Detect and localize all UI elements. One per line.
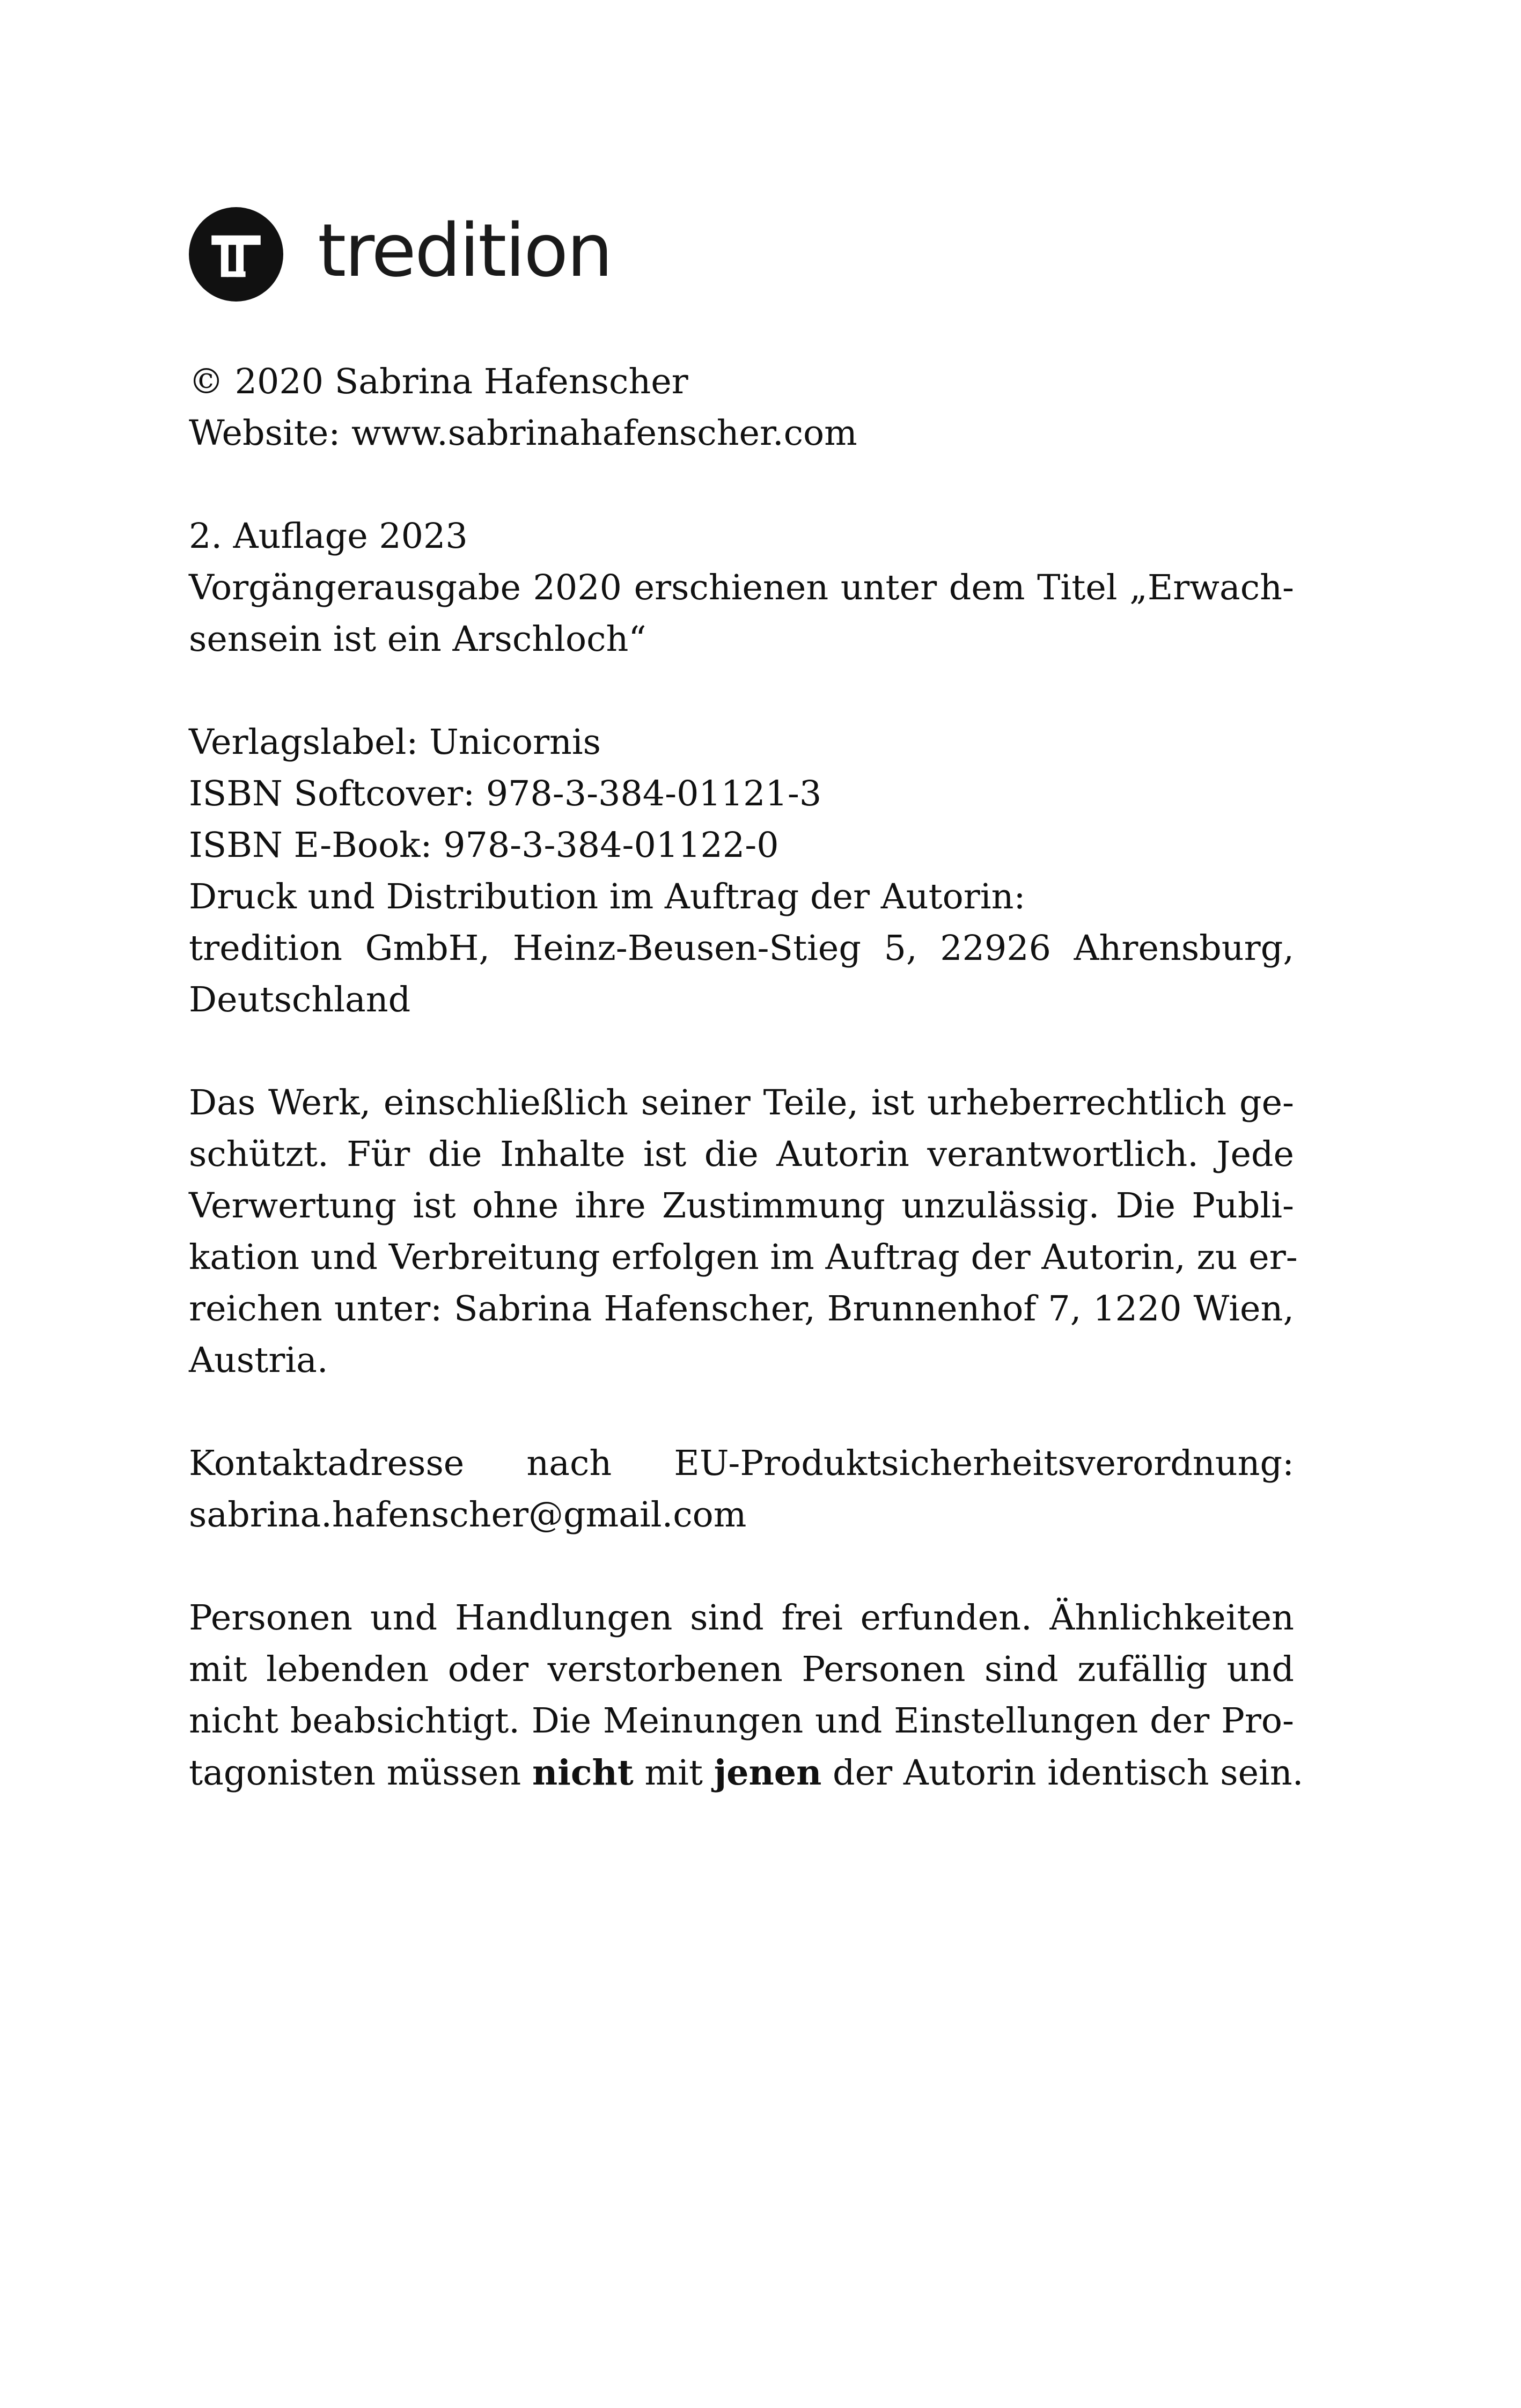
contact-line: Kontaktadresse nach EU-Produktsicherheitsverordnung: bbox=[189, 1443, 1294, 1484]
website-line: Website: www.sabrinahafenscher.com bbox=[189, 413, 857, 453]
rights-line: Verwertung ist ohne ihre Zustimmung unzulässig. Die Publi- bbox=[189, 1186, 1294, 1226]
rights-line: kation und Verbreitung erfolgen im Auftrag der Autorin, zu er- bbox=[189, 1237, 1298, 1278]
disclaimer-text: mit bbox=[633, 1753, 714, 1793]
address-line: Deutschland bbox=[189, 980, 411, 1020]
address-line: tredition GmbH, Heinz-Beusen-Stieg 5, 22926 Ahrensburg, bbox=[189, 928, 1294, 968]
disclaimer-text: tagonisten müssen bbox=[189, 1753, 532, 1793]
rights-block bbox=[189, 1077, 1298, 1386]
isbn-ebook-line: ISBN E-Book: 978-3-384-01122-0 bbox=[189, 825, 779, 865]
disclaimer-line: Personen und Handlungen sind frei erfunden. Ähnlichkeiten bbox=[189, 1598, 1294, 1638]
disclaimer-text: der Autorin identisch sein. bbox=[821, 1753, 1304, 1793]
publisher-label-line: Verlagslabel: Unicornis bbox=[189, 722, 601, 762]
previous-edition-line: sensein ist ein Arschloch“ bbox=[189, 619, 646, 659]
isbn-softcover-line: ISBN Softcover: 978-3-384-01121-3 bbox=[189, 774, 822, 814]
contact-block bbox=[189, 1438, 1294, 1541]
publisher-name: tredition bbox=[318, 209, 612, 293]
previous-edition-line: Vorgängerausgabe 2020 erschienen unter dem Titel „Erwach- bbox=[189, 568, 1294, 608]
contact-email: sabrina.hafenscher@gmail.com bbox=[189, 1495, 747, 1535]
tredition-logo-icon bbox=[189, 207, 283, 302]
rights-line: schützt. Für die Inhalte ist die Autorin verantwortlich. Jede bbox=[189, 1134, 1294, 1174]
disclaimer-block bbox=[189, 1592, 1304, 1799]
disclaimer-line: nicht beabsichtigt. Die Meinungen und Einstellungen der Pro- bbox=[189, 1701, 1294, 1741]
emphasis-jenen: jenen bbox=[714, 1752, 822, 1793]
emphasis-nicht: nicht bbox=[532, 1752, 634, 1793]
disclaimer-line bbox=[189, 1747, 1304, 1799]
publisher-logo bbox=[189, 206, 612, 303]
copyright-block bbox=[189, 356, 1294, 459]
copyright-line: © 2020 Sabrina Hafenscher bbox=[189, 362, 688, 402]
distribution-line: Druck und Distribution im Auftrag der Autorin: bbox=[189, 877, 1026, 917]
rights-line: Das Werk, einschließlich seiner Teile, ist urheberrechtlich ge- bbox=[189, 1083, 1294, 1123]
imprint-text bbox=[189, 356, 1304, 1851]
edition-line: 2. Auflage 2023 bbox=[189, 516, 468, 556]
rights-line: Austria. bbox=[189, 1340, 328, 1381]
edition-block bbox=[189, 511, 1294, 665]
publishing-block bbox=[189, 717, 1294, 1026]
disclaimer-line: mit lebenden oder verstorbenen Personen sind zufällig und bbox=[189, 1649, 1294, 1690]
rights-line: reichen unter: Sabrina Hafenscher, Brunnenhof 7, 1220 Wien, bbox=[189, 1289, 1294, 1329]
